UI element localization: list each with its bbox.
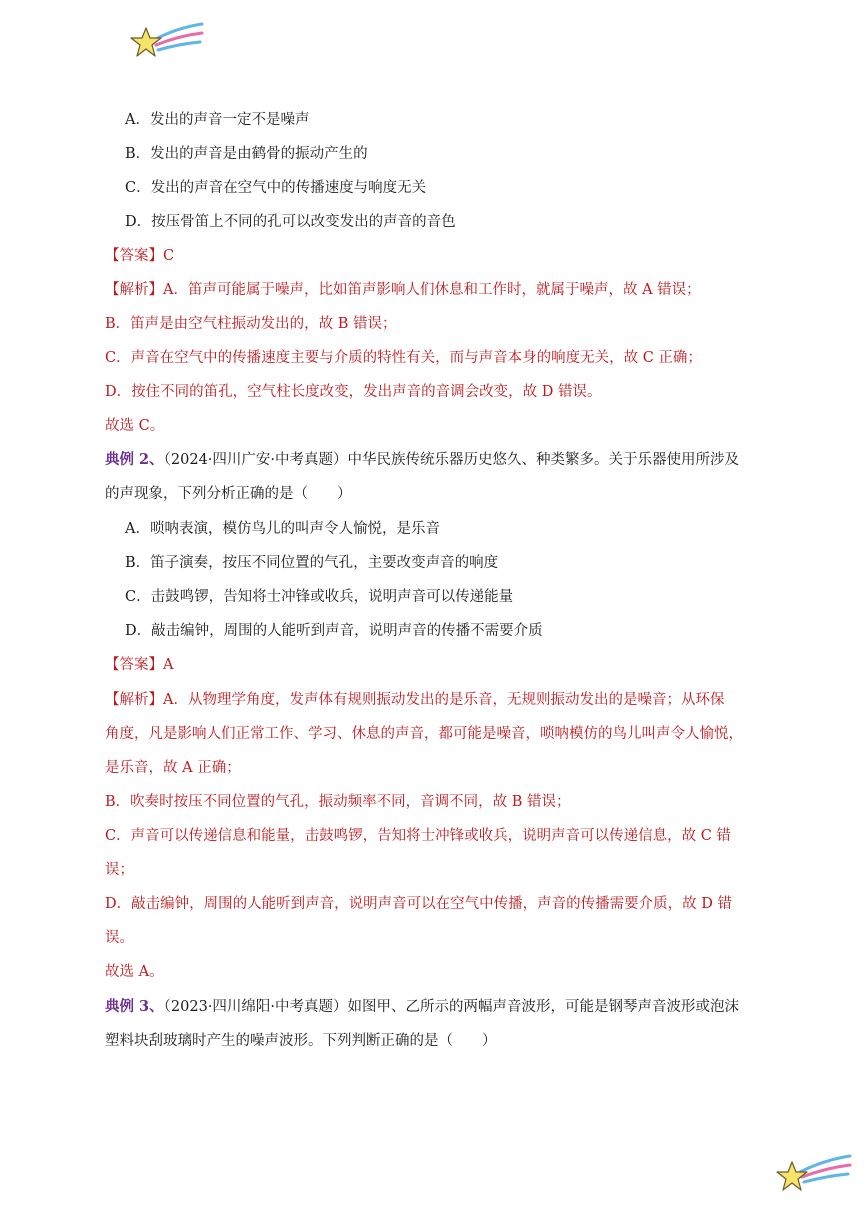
ex2-analysis-line bbox=[105, 690, 724, 710]
example-label: 典例 3、 bbox=[105, 998, 164, 1015]
example-source: （2023·四川绵阳·中考真题） bbox=[163, 999, 348, 1015]
ex2-analysis-line: 误； bbox=[105, 862, 134, 878]
answer-label: 【答案】 bbox=[105, 248, 163, 264]
ex2-stem-line: 的声现象，下列分析正确的是（ ） bbox=[105, 486, 352, 502]
ex2-option-d: D．敲击编钟，周围的人能听到声音，说明声音的传播不需要介质 bbox=[125, 623, 543, 639]
answer-value: A bbox=[163, 657, 174, 673]
ex2-analysis-line: C．声音可以传递信息和能量，击鼓鸣锣，告知将士冲锋或收兵，说明声音可以传递信息，故 C 错 bbox=[105, 828, 731, 844]
ex3-stem-line: 塑料块刮玻璃时产生的噪声波形。下列判断正确的是（ ） bbox=[105, 1033, 497, 1049]
ex1-conclusion: 故选 C。 bbox=[105, 418, 165, 434]
ex2-option-a: A．唢呐表演，模仿鸟儿的叫声令人愉悦，是乐音 bbox=[125, 521, 440, 537]
shooting-star-icon bbox=[124, 18, 204, 64]
ex2-analysis-line: 是乐音，故 A 正确； bbox=[105, 760, 241, 776]
answer-label: 【答案】 bbox=[105, 657, 163, 673]
ex1-analysis-line: D．按住不同的笛孔，空气柱长度改变，发出声音的音调会改变，故 D 错误。 bbox=[105, 384, 602, 400]
ex2-stem bbox=[105, 450, 739, 470]
ex2-answer bbox=[105, 655, 173, 675]
ex1-analysis-line bbox=[105, 280, 701, 300]
ex1-answer bbox=[105, 246, 174, 266]
ex2-option-b: B．笛子演奏，按压不同位置的气孔，主要改变声音的响度 bbox=[125, 555, 499, 571]
analysis-text: A．从物理学角度，发声体有规则振动发出的是乐音，无规则振动发出的是噪音；从环保 bbox=[163, 692, 725, 708]
ex1-analysis-line: B．笛声是由空气柱振动发出的，故 B 错误； bbox=[105, 316, 397, 332]
ex1-option-b: B．发出的声音是由鹤骨的振动产生的 bbox=[125, 146, 368, 162]
ex2-analysis-line: 角度，凡是影响人们正常工作、学习、休息的声音，都可能是噪音，唢呐模仿的鸟儿叫声令人愉悦， bbox=[105, 726, 743, 742]
ex1-analysis-line: C．声音在空气中的传播速度主要与介质的特性有关，而与声音本身的响度无关，故 C 正确； bbox=[105, 350, 702, 366]
ex3-stem bbox=[105, 997, 739, 1017]
ex2-analysis-line: B．吹奏时按压不同位置的气孔，振动频率不同，音调不同，故 B 错误； bbox=[105, 794, 571, 810]
ex1-option-a: A．发出的声音一定不是噪声 bbox=[125, 112, 310, 128]
analysis-text: A．笛声可能属于噪声，比如笛声影响人们休息和工作时，就属于噪声，故 A 错误； bbox=[163, 282, 701, 298]
example-label: 典例 2、 bbox=[105, 451, 164, 468]
ex2-option-c: C．击鼓鸣锣，告知将士冲锋或收兵，说明声音可以传递能量 bbox=[125, 589, 514, 605]
ex1-option-c: C．发出的声音在空气中的传播速度与响度无关 bbox=[125, 180, 427, 196]
analysis-label: 【解析】 bbox=[105, 282, 163, 298]
example-source: （2024·四川广安·中考真题） bbox=[163, 452, 348, 468]
ex2-analysis-line: 误。 bbox=[105, 930, 134, 946]
shooting-star-icon bbox=[772, 1148, 852, 1198]
ex2-conclusion: 故选 A。 bbox=[105, 964, 164, 980]
stem-text: 中华民族传统乐器历史悠久、种类繁多。关于乐器使用所涉及 bbox=[347, 452, 740, 468]
stem-text: 如图甲、乙所示的两幅声音波形，可能是钢琴声音波形或泡沫 bbox=[347, 999, 740, 1015]
answer-value: C bbox=[163, 248, 175, 264]
analysis-label: 【解析】 bbox=[105, 692, 163, 708]
ex1-option-d: D．按压骨笛上不同的孔可以改变发出的声音的音色 bbox=[125, 214, 456, 230]
ex2-analysis-line: D．敲击编钟，周围的人能听到声音，说明声音可以在空气中传播，声音的传播需要介质，故 D 错 bbox=[105, 896, 732, 912]
